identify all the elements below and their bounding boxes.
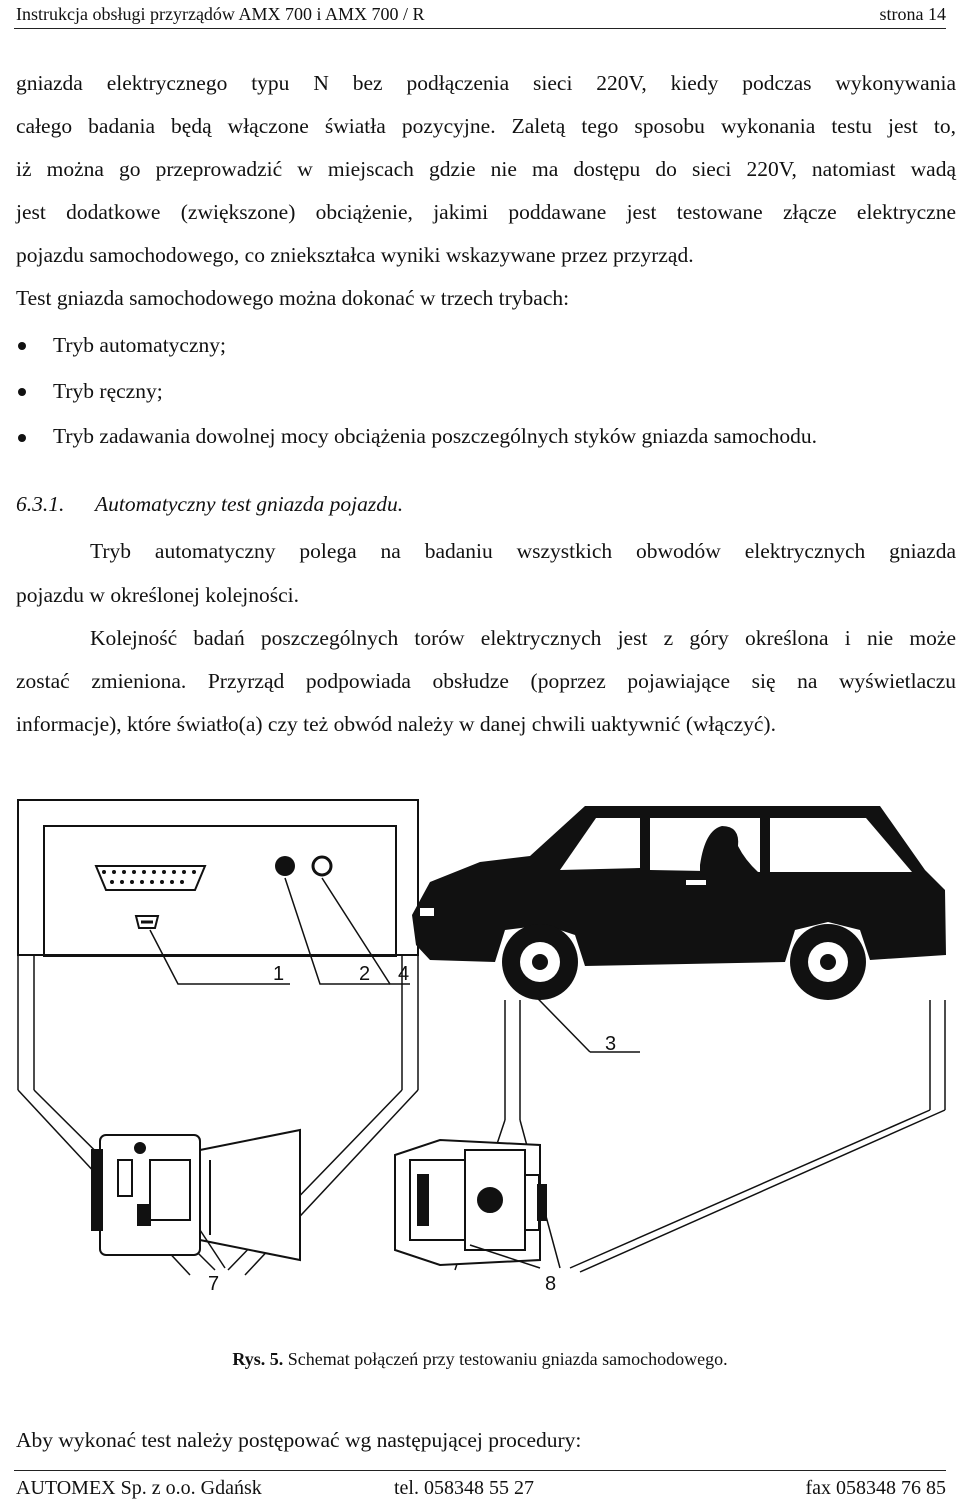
modes-intro: Test gniazda samochodowego można dokonać w trzech trybach: (16, 286, 570, 310)
body-line: iż można go przeprowadzić w miejscach gdzie nie ma dostępu do sieci 220V, natomiast wadą (16, 157, 956, 181)
car-icon (412, 806, 946, 1000)
jack-socket-ring (313, 857, 331, 875)
para-line: Kolejność badań poszczególnych torów elektrycznych jest z góry określona i nie może (90, 626, 956, 650)
figure-caption (0, 1349, 960, 1370)
body-line: gniazda elektrycznego typu N bez podłączenia sieci 220V, kiedy podczas wykonywania (16, 71, 956, 95)
label-7: 7 (208, 1273, 220, 1295)
para-line: zostać zmieniona. Przyrząd podpowiada obsłudze (poprzez pojawiające się na wyświetlaczu (16, 669, 956, 693)
footer-tel: tel. 058348 55 27 (394, 1477, 534, 1499)
dsub9-connector (136, 916, 158, 928)
vehicle-plug-icon (395, 1140, 546, 1265)
para-line: Tryb automatyczny polega na badaniu wszystkich obwodów elektrycznych gniazda (90, 539, 956, 563)
mode-item: Tryb automatyczny; (53, 333, 226, 357)
para-line: pojazdu w określonej kolejności. (16, 583, 300, 607)
section-number: 6.3.1. (16, 492, 65, 516)
footer-fax: fax 058348 76 85 (805, 1477, 946, 1499)
label-8: 8 (545, 1273, 557, 1295)
jack-socket-filled (275, 856, 295, 876)
label-2: 2 (359, 963, 371, 985)
body-line: jest dodatkowe (zwiększone) obciążenie, jakimi poddawane jest testowane złącze elektryczne (16, 200, 956, 224)
label-3: 3 (605, 1033, 617, 1055)
section-title: Automatyczny test gniazda pojazdu. (95, 492, 404, 516)
label-4: 4 (398, 963, 410, 985)
header-title: Instrukcja obsługi przyrządów AMX 700 i AMX 700 / R (16, 4, 425, 24)
para-line: informacje), które światło(a) czy też obwód należy w danej chwili uaktywnić (włączyć). (16, 712, 776, 736)
caption-number: Rys. 5. (232, 1349, 284, 1369)
page-number: strona 14 (879, 4, 946, 24)
mode-item: Tryb zadawania dowolnej mocy obciążenia poszczególnych styków gniazda samochodu. (53, 424, 818, 448)
body-line: całego badania będą włączone światła pozycyjne. Zaletą tego sposobu wykonania testu jest to, (16, 114, 956, 138)
mode-item: Tryb ręczny; (53, 379, 163, 403)
caption-text: Schemat połączeń przy testowaniu gniazda samochodowego. (283, 1349, 728, 1369)
footer-company: AUTOMEX Sp. z o.o. Gdańsk (16, 1477, 262, 1499)
procedure-line: Aby wykonać test należy postępować wg następującej procedury: (16, 1428, 582, 1452)
page-footer (14, 1470, 946, 1503)
dsub-plug-icon (92, 1130, 300, 1260)
device-panel (18, 800, 418, 956)
label-1: 1 (273, 963, 285, 985)
dsub25-connector (96, 866, 205, 890)
body-line: pojazdu samochodowego, co zniekształca wyniki wskazywane przez przyrząd. (16, 243, 694, 267)
